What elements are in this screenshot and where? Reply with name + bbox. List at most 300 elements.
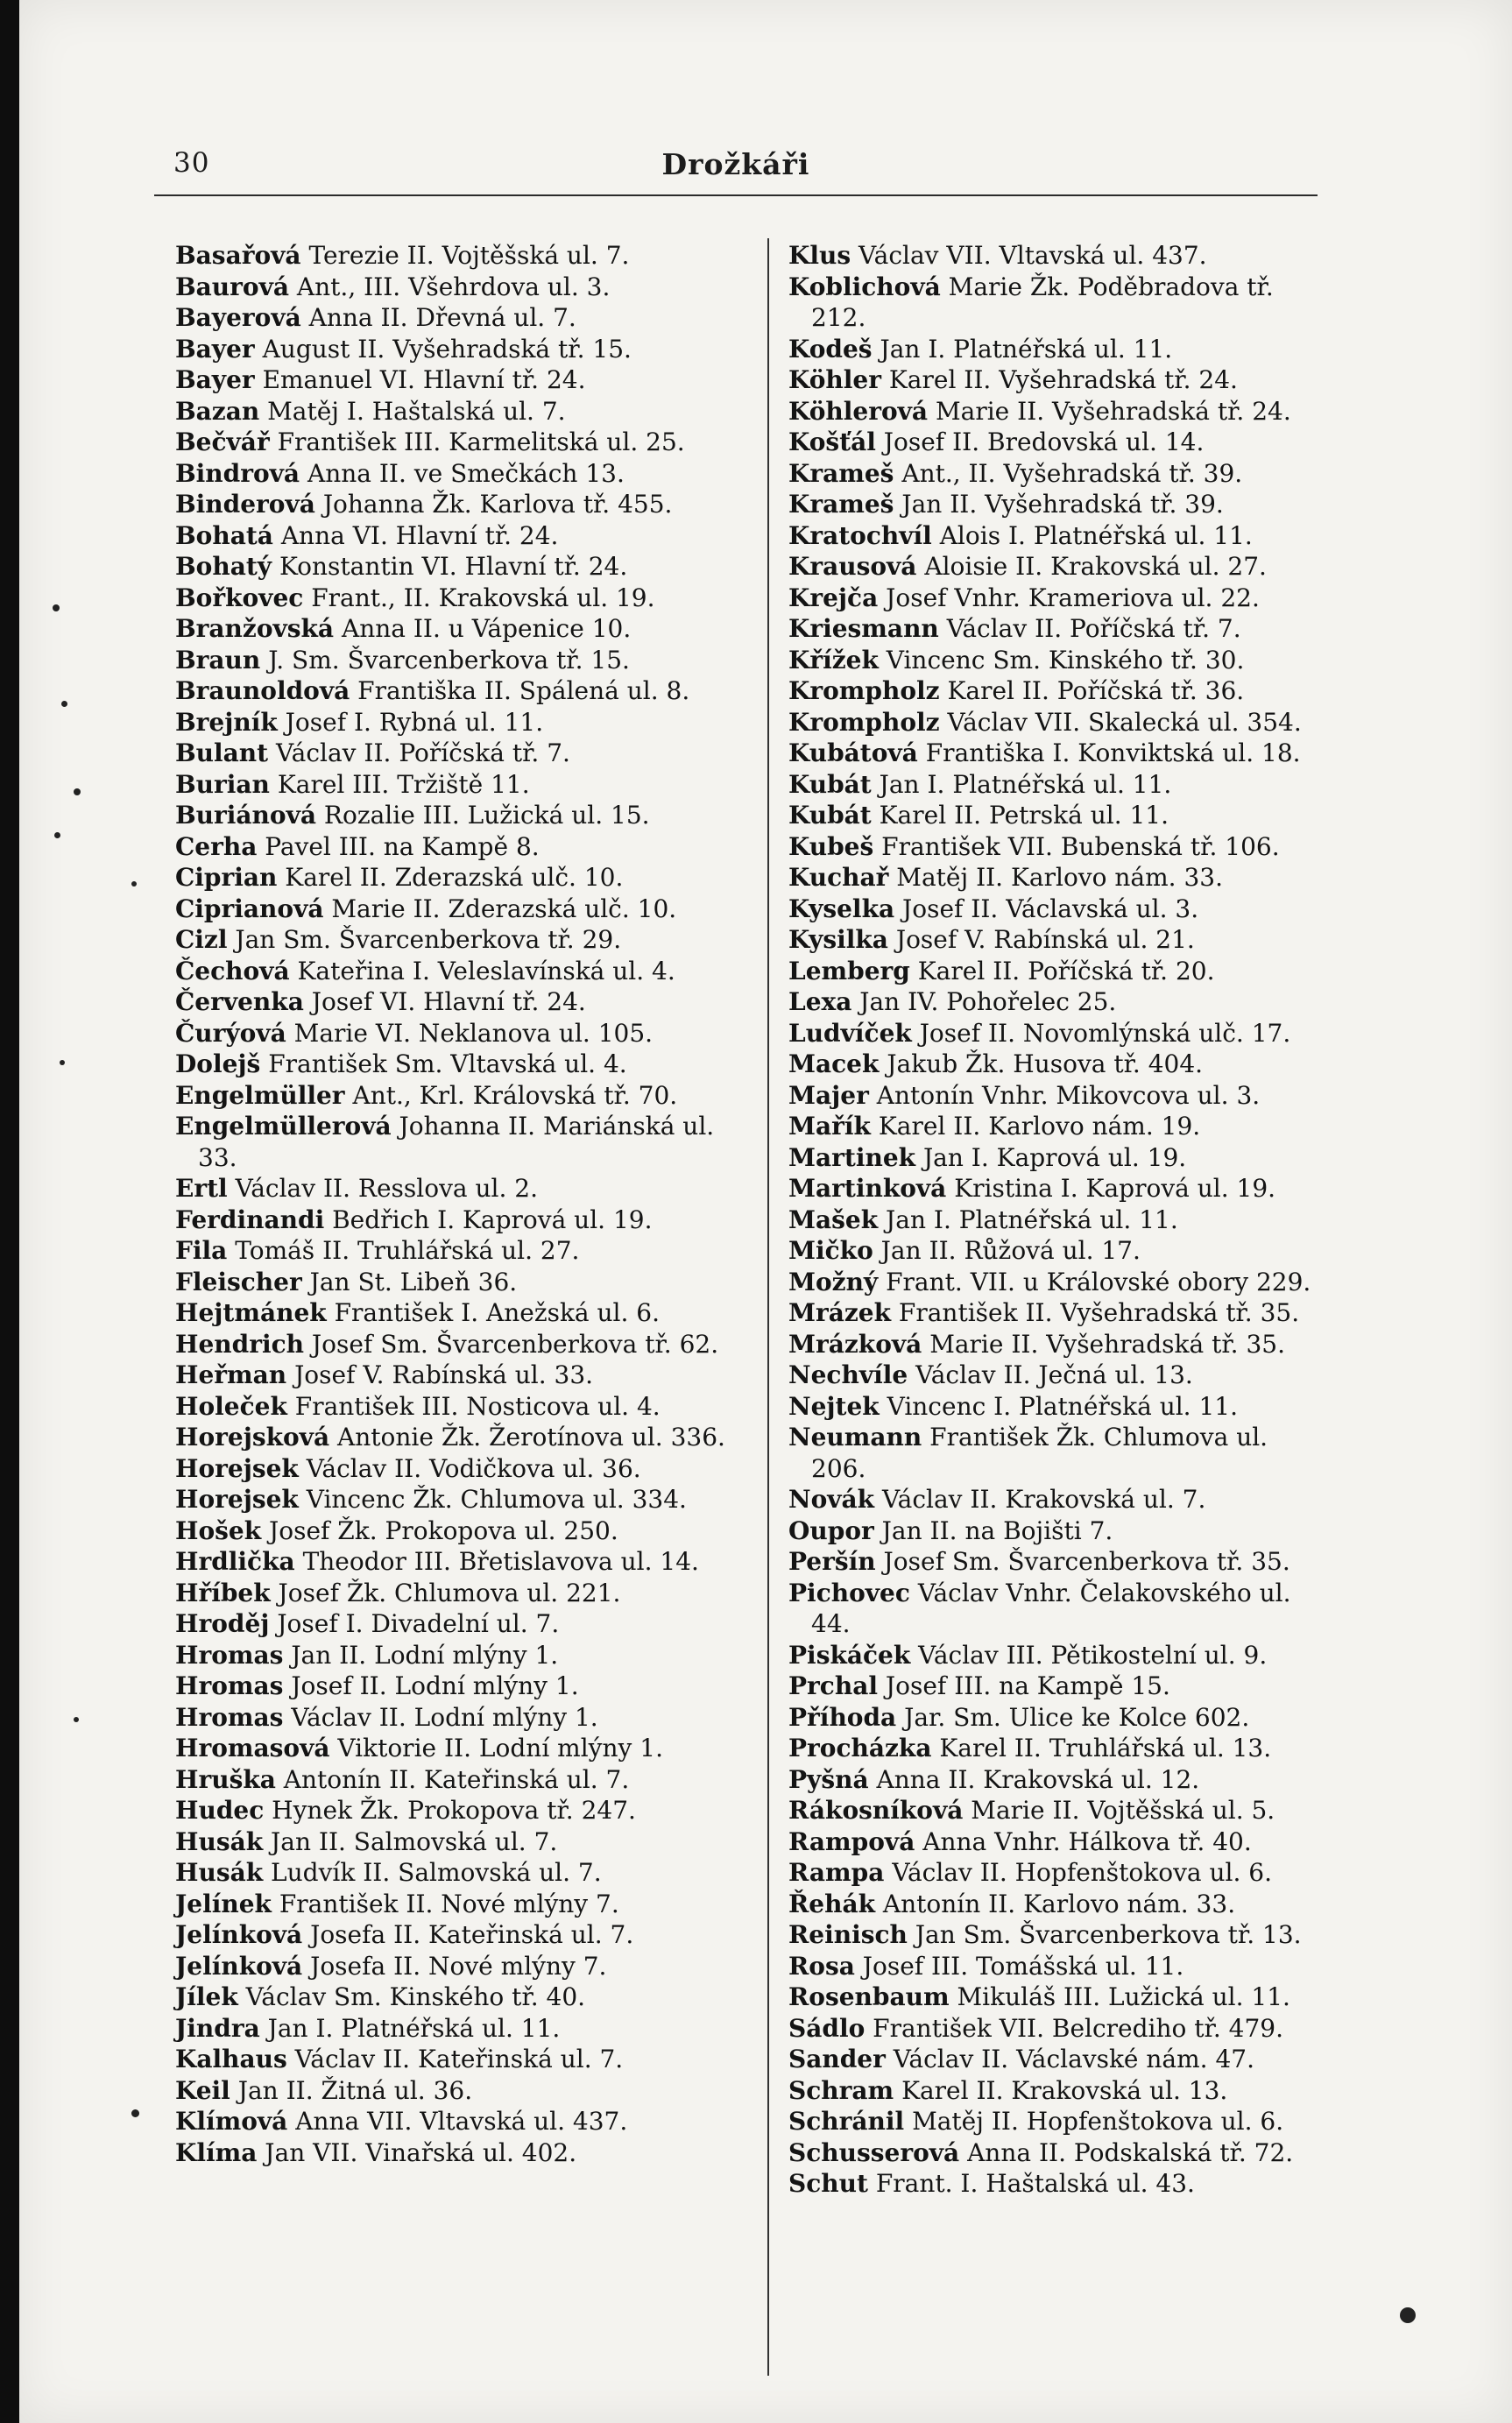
entry-surname: Koblichová bbox=[788, 272, 941, 301]
entry-surname: Hromas bbox=[175, 1702, 284, 1732]
entry-details: Františka I. Konviktská ul. 18. bbox=[925, 738, 1301, 767]
directory-entry bbox=[788, 1049, 1321, 1080]
entry-surname: Řehák bbox=[788, 1889, 875, 1918]
directory-entry bbox=[175, 520, 746, 552]
entry-details: Josef II. Václavská ul. 3. bbox=[902, 894, 1199, 923]
entry-details: Josefa II. Kateřinská ul. 7. bbox=[310, 1920, 634, 1949]
entry-details: Hynek Žk. Prokopova tř. 247. bbox=[272, 1796, 636, 1825]
entry-surname: Krejča bbox=[788, 583, 879, 612]
entry-surname: Rosa bbox=[788, 1951, 855, 1981]
directory-entry bbox=[788, 1546, 1321, 1578]
entry-surname: Brejník bbox=[175, 707, 278, 737]
entry-details: Vincenc Sm. Kinského tř. 30. bbox=[886, 645, 1245, 675]
directory-entry bbox=[175, 1204, 746, 1236]
entry-surname: Bindrová bbox=[175, 458, 300, 488]
entry-details: Josef VI. Hlavní tř. 24. bbox=[311, 987, 586, 1016]
directory-entry bbox=[175, 458, 746, 490]
entry-surname: Mičko bbox=[788, 1236, 873, 1265]
entry-details: Viktorie II. Lodní mlýny 1. bbox=[337, 1734, 663, 1763]
directory-entry bbox=[788, 645, 1321, 676]
entry-details: František VII. Bubenská tř. 106. bbox=[881, 831, 1280, 861]
directory-entry bbox=[788, 1111, 1321, 1142]
page-header bbox=[154, 142, 1318, 194]
entry-surname: Dolejš bbox=[175, 1049, 261, 1078]
directory-entry bbox=[175, 1515, 746, 1547]
directory-entry bbox=[175, 1889, 746, 1920]
entry-surname: Basařová bbox=[175, 241, 301, 270]
directory-entry bbox=[788, 396, 1321, 427]
entry-surname: Klímová bbox=[175, 2107, 288, 2136]
entry-surname: Binderová bbox=[175, 490, 315, 519]
entry-surname: Bohatá bbox=[175, 520, 273, 550]
entry-details: Ant., III. Všehrdova ul. 3. bbox=[296, 272, 611, 301]
directory-entry bbox=[175, 2013, 746, 2045]
entry-surname: Fila bbox=[175, 1236, 228, 1265]
margin-speck bbox=[61, 701, 67, 707]
entry-surname: Ludvíček bbox=[788, 1018, 912, 1048]
entry-details: Václav VII. Vltavská ul. 437. bbox=[858, 241, 1207, 270]
page-number: 30 bbox=[173, 147, 210, 179]
entry-details: Jan II. Růžová ul. 17. bbox=[880, 1236, 1141, 1265]
entry-surname: Hendrich bbox=[175, 1329, 304, 1359]
entry-details: Jan I. Kaprová ul. 19. bbox=[922, 1142, 1187, 1172]
margin-speck bbox=[53, 604, 60, 611]
directory-entry bbox=[175, 862, 746, 894]
entry-surname: Holeček bbox=[175, 1391, 287, 1421]
entry-details: Marie II. Vyšehradská tř. 24. bbox=[935, 396, 1291, 426]
directory-entry bbox=[788, 707, 1321, 738]
entry-details: Marie II. Vyšehradská tř. 35. bbox=[929, 1329, 1285, 1359]
entry-details: Jan I. Platnéřská ul. 11. bbox=[886, 1204, 1178, 1234]
entry-details: František III. Karmelitská ul. 25. bbox=[277, 427, 685, 456]
entry-surname: Jelínková bbox=[175, 1951, 303, 1981]
entry-details: Václav VII. Skalecká ul. 354. bbox=[947, 707, 1302, 737]
directory-entry bbox=[788, 1857, 1321, 1889]
directory-entry bbox=[175, 613, 746, 645]
entry-details: František VII. Belcrediho tř. 479. bbox=[873, 2013, 1283, 2043]
entry-surname: Heřman bbox=[175, 1360, 287, 1389]
entry-details: Anna II. Dřevná ul. 7. bbox=[308, 303, 576, 332]
directory-entry bbox=[788, 1795, 1321, 1826]
entry-details: Josef Vnhr. Krameriova ul. 22. bbox=[886, 583, 1260, 612]
entry-surname: Martinek bbox=[788, 1142, 916, 1172]
directory-entry bbox=[788, 769, 1321, 801]
entry-details: Pavel III. na Kampě 8. bbox=[265, 831, 540, 861]
entry-surname: Kriesmann bbox=[788, 614, 939, 643]
directory-entry bbox=[788, 1142, 1321, 1174]
section-title: Drožkáři bbox=[661, 147, 810, 181]
directory-entry bbox=[788, 520, 1321, 552]
entry-details: Josef I. Divadelní ul. 7. bbox=[277, 1609, 560, 1638]
directory-entry bbox=[175, 924, 746, 956]
margin-speck bbox=[54, 832, 60, 838]
directory-entry bbox=[175, 1733, 746, 1764]
entry-details: Jan II. na Bojišti 7. bbox=[881, 1515, 1113, 1545]
entry-details: Josef II. Bredovská ul. 14. bbox=[883, 427, 1205, 456]
directory-entry bbox=[788, 1733, 1321, 1764]
directory-entry bbox=[788, 894, 1321, 925]
directory-entry bbox=[788, 364, 1321, 396]
entry-surname: Köhlerová bbox=[788, 396, 929, 426]
entry-details: Václav II. Resslova ul. 2. bbox=[235, 1174, 539, 1203]
entry-details: Frant. VII. u Královské obory 229. bbox=[886, 1267, 1311, 1296]
entry-surname: Jílek bbox=[175, 1982, 238, 2011]
entry-details: Karel II. Krakovská ul. 13. bbox=[901, 2075, 1228, 2105]
entry-surname: Rampa bbox=[788, 1858, 885, 1887]
directory-entry bbox=[175, 1453, 746, 1485]
directory-entry bbox=[788, 2044, 1321, 2075]
entry-surname: Reinisch bbox=[788, 1920, 908, 1949]
directory-entry bbox=[788, 1080, 1321, 1112]
entry-details: Jan VII. Vinařská ul. 402. bbox=[265, 2137, 577, 2167]
directory-entry bbox=[788, 458, 1321, 490]
entry-surname: Köhler bbox=[788, 365, 881, 394]
entry-details: Jan I. Platnéřská ul. 11. bbox=[879, 769, 1172, 799]
entry-surname: Rákosníková bbox=[788, 1796, 964, 1825]
directory-entry bbox=[175, 1919, 746, 1951]
directory-entry bbox=[175, 1422, 746, 1453]
entry-details: Josef Sm. Švarcenberkova tř. 62. bbox=[311, 1329, 719, 1359]
entry-surname: Horejsková bbox=[175, 1423, 330, 1452]
entry-details: Jakub Žk. Husova tř. 404. bbox=[887, 1049, 1204, 1078]
directory-entry bbox=[175, 489, 746, 520]
entry-surname: Schram bbox=[788, 2075, 894, 2105]
entry-surname: Kratochvíl bbox=[788, 520, 932, 550]
entry-details: Josef V. Rabínská ul. 33. bbox=[294, 1360, 594, 1389]
entry-surname: Hruška bbox=[175, 1764, 276, 1794]
directory-entry bbox=[788, 1826, 1321, 1858]
directory-entry bbox=[788, 2106, 1321, 2137]
directory-entry bbox=[788, 1578, 1321, 1640]
entry-details: Anna II. ve Smečkách 13. bbox=[307, 458, 625, 488]
entry-details: Anna II. u Vápenice 10. bbox=[341, 614, 632, 643]
entry-surname: Engelmüller bbox=[175, 1080, 345, 1110]
directory-entry bbox=[175, 1049, 746, 1080]
directory-entry bbox=[175, 1267, 746, 1298]
entry-surname: Krameš bbox=[788, 490, 894, 519]
entry-surname: Pyšná bbox=[788, 1764, 869, 1794]
margin-speck bbox=[74, 788, 81, 795]
directory-entry bbox=[788, 986, 1321, 1018]
column-divider bbox=[767, 238, 769, 2376]
entry-surname: Klíma bbox=[175, 2137, 258, 2167]
entry-details: Václav II. Poříčská tř. 7. bbox=[276, 738, 570, 767]
entry-details: Emanuel VI. Hlavní tř. 24. bbox=[262, 365, 586, 394]
entry-surname: Bayer bbox=[175, 365, 255, 394]
directory-entry bbox=[175, 831, 746, 863]
entry-surname: Hošek bbox=[175, 1515, 262, 1545]
entry-details: Anna VII. Vltavská ul. 437. bbox=[295, 2107, 628, 2136]
directory-entry bbox=[788, 427, 1321, 458]
entry-surname: Branžovská bbox=[175, 614, 335, 643]
entry-details: Aloisie II. Krakovská ul. 27. bbox=[924, 552, 1267, 581]
directory-entry bbox=[788, 1640, 1321, 1671]
entry-surname: Husák bbox=[175, 1826, 264, 1856]
entry-surname: Burian bbox=[175, 769, 270, 799]
directory-entry bbox=[788, 1889, 1321, 1920]
directory-entry bbox=[788, 1391, 1321, 1423]
directory-entry bbox=[175, 1951, 746, 1982]
entry-details: Jar. Sm. Ulice ke Kolce 602. bbox=[904, 1702, 1250, 1732]
entry-surname: Fleischer bbox=[175, 1267, 302, 1296]
entry-surname: Kubát bbox=[788, 801, 872, 830]
entry-details: Karel II. Truhlářská ul. 13. bbox=[939, 1734, 1272, 1763]
entry-details: Josef III. Tomášská ul. 11. bbox=[862, 1951, 1184, 1981]
entry-details: Antonín II. Kateřinská ul. 7. bbox=[283, 1764, 630, 1794]
directory-entry bbox=[175, 2137, 746, 2169]
entry-surname: Krompholz bbox=[788, 707, 940, 737]
entry-surname: Neumann bbox=[788, 1423, 922, 1452]
entry-surname: Pichovec bbox=[788, 1578, 910, 1607]
entry-surname: Mrázková bbox=[788, 1329, 922, 1359]
entry-details: Karel II. Vyšehradská tř. 24. bbox=[888, 365, 1238, 394]
entry-details: Václav II. Václavské nám. 47. bbox=[893, 2045, 1255, 2073]
directory-entry bbox=[175, 1018, 746, 1049]
entry-details: Václav Vnhr. Čelakovského ul. 44. bbox=[811, 1578, 1291, 1638]
entry-details: Jan II. Salmovská ul. 7. bbox=[271, 1826, 558, 1856]
entry-surname: Novák bbox=[788, 1485, 875, 1514]
directory-entry bbox=[175, 1826, 746, 1858]
entry-details: Tomáš II. Truhlářská ul. 27. bbox=[235, 1236, 580, 1265]
directory-entry bbox=[175, 1111, 746, 1173]
entry-details: Václav III. Pětikostelní ul. 9. bbox=[918, 1640, 1268, 1670]
entry-details: Vincenc Žk. Chlumova ul. 334. bbox=[306, 1485, 687, 1514]
directory-entry bbox=[788, 956, 1321, 987]
entry-surname: Hromas bbox=[175, 1640, 284, 1670]
directory-entry bbox=[175, 1391, 746, 1423]
entry-surname: Peršín bbox=[788, 1547, 876, 1576]
directory-entry bbox=[175, 1080, 746, 1112]
entry-surname: Hříbek bbox=[175, 1578, 271, 1607]
directory-entry bbox=[175, 1981, 746, 2013]
directory-entry bbox=[175, 707, 746, 738]
entry-details: Václav II. Vodičkova ul. 36. bbox=[306, 1453, 641, 1483]
directory-entry bbox=[788, 334, 1321, 365]
entry-surname: Mašek bbox=[788, 1204, 879, 1234]
directory-entry bbox=[788, 2168, 1321, 2200]
entry-surname: Košťál bbox=[788, 427, 876, 456]
entry-surname: Ciprian bbox=[175, 863, 278, 892]
directory-entry bbox=[788, 738, 1321, 769]
directory-entry bbox=[788, 1235, 1321, 1267]
entry-surname: Bohatý bbox=[175, 552, 272, 581]
entry-surname: Martinková bbox=[788, 1174, 947, 1203]
entry-surname: Schusserová bbox=[788, 2137, 960, 2167]
entry-surname: Kubeš bbox=[788, 831, 874, 861]
entry-details: Josef II. Novomlýnská ulč. 17. bbox=[919, 1018, 1291, 1048]
directory-entry bbox=[788, 675, 1321, 707]
entry-surname: Piskáček bbox=[788, 1640, 911, 1670]
directory-entry bbox=[175, 1360, 746, 1391]
entry-details: Konstantin VI. Hlavní tř. 24. bbox=[279, 552, 628, 581]
directory-entry bbox=[788, 272, 1321, 334]
entry-surname: Bořkovec bbox=[175, 583, 304, 612]
directory-entry bbox=[175, 2075, 746, 2107]
directory-entry bbox=[175, 800, 746, 831]
entry-details: Johanna II. Mariánská ul. 33. bbox=[198, 1112, 715, 1172]
directory-entry bbox=[175, 364, 746, 396]
directory-entry bbox=[788, 1919, 1321, 1951]
entry-surname: Rosenbaum bbox=[788, 1982, 950, 2011]
entry-details: Václav II. Poříčská tř. 7. bbox=[946, 614, 1241, 643]
entry-details: Antonín Vnhr. Mikovcova ul. 3. bbox=[876, 1080, 1261, 1110]
directory-entry bbox=[175, 551, 746, 583]
entry-details: Marie Žk. Poděbradova tř. 212. bbox=[811, 272, 1274, 332]
entry-surname: Keil bbox=[175, 2075, 230, 2105]
margin-speck bbox=[74, 1717, 79, 1722]
directory-entry bbox=[175, 334, 746, 365]
entry-surname: Bayer bbox=[175, 334, 255, 364]
directory-entry bbox=[175, 1235, 746, 1267]
directory-entry bbox=[175, 1671, 746, 1702]
entry-details: Josef Žk. Prokopova ul. 250. bbox=[269, 1515, 618, 1545]
directory-entry bbox=[175, 738, 746, 769]
directory-entry bbox=[175, 1795, 746, 1826]
directory-entry bbox=[788, 800, 1321, 831]
entry-details: Josef I. Rybná ul. 11. bbox=[285, 707, 544, 737]
directory-entry bbox=[175, 645, 746, 676]
directory-entry bbox=[788, 2137, 1321, 2169]
margin-speck bbox=[131, 2109, 139, 2117]
entry-details: Václav Sm. Kinského tř. 40. bbox=[245, 1982, 586, 2011]
entry-details: Ant., Krl. Královská tř. 70. bbox=[352, 1080, 678, 1110]
entry-surname: Sádlo bbox=[788, 2013, 866, 2043]
directory-entry bbox=[175, 1546, 746, 1578]
entry-details: František III. Nosticova ul. 4. bbox=[294, 1391, 661, 1421]
directory-entry bbox=[788, 1018, 1321, 1049]
directory-entry bbox=[788, 2075, 1321, 2107]
entry-surname: Možný bbox=[788, 1267, 879, 1296]
entry-details: Marie II. Vojtěšská ul. 5. bbox=[971, 1796, 1275, 1825]
entry-details: Anna Vnhr. Hálkova tř. 40. bbox=[922, 1826, 1252, 1856]
entry-surname: Sander bbox=[788, 2045, 886, 2073]
entry-details: Matěj I. Haštalská ul. 7. bbox=[267, 396, 566, 426]
directory-entry bbox=[175, 1578, 746, 1609]
entry-surname: Krameš bbox=[788, 458, 894, 488]
entry-surname: Kysilka bbox=[788, 925, 888, 954]
directory-entry bbox=[788, 613, 1321, 645]
entry-surname: Kuchař bbox=[788, 863, 889, 892]
directory-entry bbox=[788, 1702, 1321, 1734]
entry-details: Theodor III. Břetislavova ul. 14. bbox=[302, 1547, 699, 1576]
entry-details: Josef Žk. Chlumova ul. 221. bbox=[278, 1578, 621, 1607]
entry-details: Jan Sm. Švarcenberkova tř. 13. bbox=[915, 1920, 1302, 1949]
entry-details: Jan IV. Pohořelec 25. bbox=[859, 987, 1117, 1016]
directory-entry bbox=[788, 551, 1321, 583]
entry-details: František Sm. Vltavská ul. 4. bbox=[268, 1049, 627, 1078]
entry-surname: Lexa bbox=[788, 987, 852, 1016]
entry-surname: Jindra bbox=[175, 2013, 260, 2043]
directory-entry bbox=[175, 769, 746, 801]
directory-entry bbox=[175, 675, 746, 707]
entry-details: Jan II. Vyšehradská tř. 39. bbox=[901, 490, 1224, 519]
entry-details: Frant. I. Haštalská ul. 43. bbox=[875, 2169, 1195, 2198]
entry-surname: Ciprianová bbox=[175, 894, 324, 923]
right-column bbox=[788, 240, 1321, 2200]
entry-details: Karel II. Zderazská ulč. 10. bbox=[285, 863, 624, 892]
entry-details: Václav II. Lodní mlýny 1. bbox=[291, 1702, 598, 1732]
entry-details: Václav II. Krakovská ul. 7. bbox=[882, 1485, 1206, 1514]
entry-surname: Braunoldová bbox=[175, 676, 350, 705]
entry-surname: Lemberg bbox=[788, 956, 910, 985]
entry-surname: Ertl bbox=[175, 1174, 228, 1203]
entry-details: Karel II. Karlovo nám. 19. bbox=[878, 1112, 1201, 1141]
directory-entry bbox=[788, 1422, 1321, 1484]
entry-surname: Hromasová bbox=[175, 1734, 330, 1763]
entry-details: Anna II. Podskalská tř. 72. bbox=[967, 2137, 1294, 2167]
entry-surname: Bayerová bbox=[175, 303, 301, 332]
entry-surname: Hrdlička bbox=[175, 1547, 295, 1576]
entry-surname: Macek bbox=[788, 1049, 880, 1078]
directory-entry bbox=[788, 862, 1321, 894]
entry-surname: Buriánová bbox=[175, 801, 316, 830]
directory-entry bbox=[175, 583, 746, 614]
directory-entry bbox=[788, 1267, 1321, 1298]
entry-surname: Procházka bbox=[788, 1734, 932, 1763]
entry-surname: Hudec bbox=[175, 1796, 265, 1825]
entry-surname: Křížek bbox=[788, 645, 879, 675]
directory-entry bbox=[788, 831, 1321, 863]
entry-surname: Schut bbox=[788, 2169, 868, 2198]
entry-details: Františka II. Spálená ul. 8. bbox=[357, 676, 690, 705]
entry-details: Vincenc I. Platnéřská ul. 11. bbox=[887, 1391, 1239, 1421]
entry-surname: Hromas bbox=[175, 1671, 284, 1700]
margin-speck bbox=[131, 881, 137, 887]
entry-surname: Prchal bbox=[788, 1671, 878, 1700]
entry-details: August II. Vyšehradská tř. 15. bbox=[262, 334, 632, 364]
entry-surname: Hroděj bbox=[175, 1609, 270, 1638]
entry-details: František Žk. Chlumova ul. 206. bbox=[811, 1423, 1268, 1483]
scan-edge bbox=[0, 0, 19, 2423]
entry-details: Karel II. Poříčská tř. 20. bbox=[917, 956, 1215, 985]
entry-surname: Jelínková bbox=[175, 1920, 303, 1949]
entry-surname: Schránil bbox=[788, 2107, 905, 2136]
entry-surname: Jelínek bbox=[175, 1889, 272, 1918]
directory-entry bbox=[175, 2106, 746, 2137]
directory-entry bbox=[175, 240, 746, 272]
entry-surname: Kubátová bbox=[788, 738, 918, 767]
entry-details: Josef V. Rabínská ul. 21. bbox=[895, 925, 1195, 954]
directory-entry bbox=[788, 1329, 1321, 1360]
directory-entry bbox=[175, 1702, 746, 1734]
entry-surname: Klus bbox=[788, 241, 851, 270]
directory-entry bbox=[175, 2044, 746, 2075]
entry-details: Kateřina I. Veleslavínská ul. 4. bbox=[297, 956, 675, 985]
directory-entry bbox=[788, 2013, 1321, 2045]
entry-surname: Krompholz bbox=[788, 676, 940, 705]
entry-details: Josefa II. Nové mlýny 7. bbox=[310, 1951, 607, 1981]
entry-details: Karel III. Tržiště 11. bbox=[277, 769, 530, 799]
entry-details: Frant., II. Krakovská ul. 19. bbox=[311, 583, 655, 612]
entry-details: Josef III. na Kampě 15. bbox=[885, 1671, 1170, 1700]
entry-details: Terezie II. Vojtěšská ul. 7. bbox=[308, 241, 630, 270]
entry-details: Johanna Žk. Karlova tř. 455. bbox=[322, 490, 673, 519]
entry-surname: Kubát bbox=[788, 769, 872, 799]
entry-surname: Kyselka bbox=[788, 894, 895, 923]
directory-entry bbox=[175, 894, 746, 925]
directory-entry bbox=[788, 240, 1321, 272]
directory-entry bbox=[175, 427, 746, 458]
entry-surname: Krausová bbox=[788, 552, 917, 581]
entry-surname: Mrázek bbox=[788, 1298, 892, 1327]
entry-details: Anna VI. Hlavní tř. 24. bbox=[280, 520, 559, 550]
entry-surname: Čurýová bbox=[175, 1018, 286, 1048]
entry-details: Antonín II. Karlovo nám. 33. bbox=[882, 1889, 1236, 1918]
entry-details: Jan St. Libeň 36. bbox=[309, 1267, 518, 1296]
entry-details: Anna II. Krakovská ul. 12. bbox=[876, 1764, 1200, 1794]
entry-details: Jan I. Platnéřská ul. 11. bbox=[880, 334, 1173, 364]
directory-entry bbox=[175, 1173, 746, 1204]
